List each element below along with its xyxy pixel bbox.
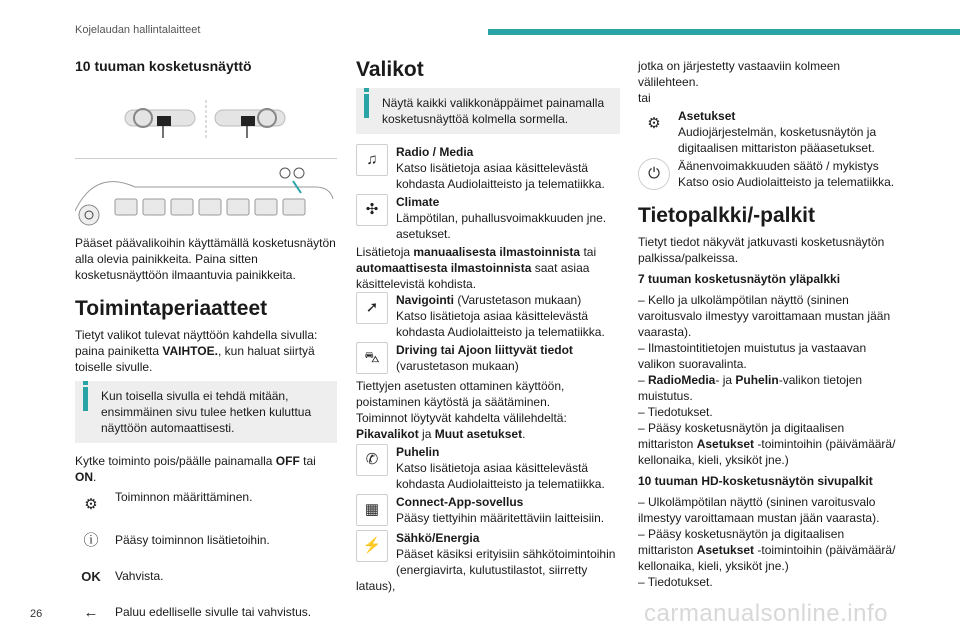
gear-icon: ⚙ — [75, 489, 107, 521]
info-icon — [83, 387, 88, 411]
subheading-7inch: 7 tuuman kosketusnäytön yläpalkki — [638, 272, 841, 286]
car-icon: ⛍ — [356, 342, 388, 374]
principle-text: Tietyt valikot tulevat näyttöön kahdella sivulla: paina painiketta VAIHTOE., kun haluat siirtyä toiselle sivulle. — [75, 328, 318, 374]
touchscreen-title: 10 tuuman kosketusnäyttö — [75, 58, 252, 74]
ok-icon: OK — [75, 561, 107, 593]
energy-continued: jotka on järjestetty vastaaviin kolmeen välilehteen. — [638, 59, 841, 89]
item-back: ← Paluu edelliselle sivulle tai vahvistus. — [75, 597, 337, 631]
info-note-1: Kun toisella sivulla ei tehdä mitään, ensimmäinen sivu tulee hetken kuluttua näyttöön automaattisesti. — [75, 381, 337, 443]
item-configure: ⚙ Toiminnon määrittäminen. — [75, 489, 337, 523]
climate-more: Lisätietoja manuaalisesta ilmastoinnista tai automaattisesta ilmastoinnista saat asiaa käsittelevistä kohdista. — [356, 245, 597, 291]
arrow-left-icon: ← — [75, 597, 107, 629]
info-note-2: Näytä kaikki valikkonäppäimet painamalla kosketusnäyttöä kolmella sormella. — [356, 88, 620, 134]
list7-item-1: – Kello ja ulkolämpötilan näyttö (sininen varoitusvalo ilmestyy varoittamaan mustan jään vaarasta). — [638, 293, 891, 339]
menu-navigation: ➚ Navigointi (Varustetason mukaan) Katso lisätietoja asiaa käsittelevästä kohdasta Audiolaitteisto ja telematiikka. — [356, 292, 620, 340]
music-note-icon: ♫ — [356, 144, 388, 176]
principle-heading: Toimintaperiaatteet — [75, 297, 268, 320]
column-3 — [638, 58, 898, 590]
info-icon — [364, 94, 369, 118]
apps-grid-icon: ▦ — [356, 494, 388, 526]
header-section: Kojelaudan hallintalaitteet — [75, 24, 201, 36]
item-info: ⓘ Pääsy toiminnon lisätietoihin. — [75, 525, 337, 559]
watermark: carmanualsonline.info — [644, 600, 888, 627]
touchscreen-intro: Pääset päävalikoihin käyttämällä kosketusnäytön alla olevia painikkeita. Paina sitten kosketusnäyttöön ilmaantuvia painikkeita. — [75, 236, 336, 282]
gear-icon: ⚙ — [638, 108, 670, 140]
list10-item-2: – Pääsy kosketusnäytön ja digitaalisen mittariston Asetukset -toimintoihin (päivämäärä/ kellonaika, kieli, yksiköt jne.) — [638, 527, 896, 573]
navigation-arrow-icon: ➚ — [356, 292, 388, 324]
menu-settings: ⚙ Asetukset Audiojärjestelmän, kosketusnäytön ja digitaalisen mittariston pääasetukset. — [638, 108, 898, 156]
status-intro: Tietyt tiedot näkyvät jatkuvasti kosketusnäytön palkissa/palkeissa. — [638, 235, 885, 265]
list7-item-5: – Pääsy kosketusnäytön ja digitaalisen mittariston Asetukset -toimintoihin (päivämäärä/ kellonaika, kieli, yksiköt jne.) — [638, 421, 896, 467]
or-text: tai — [638, 91, 651, 105]
list10-item-3: – Tiedotukset. — [638, 575, 713, 589]
menu-climate: ✣ Climate Lämpötilan, puhallusvoimakkuuden jne. asetukset. — [356, 194, 620, 242]
driving-tabs: Toiminnot löytyvät kahdelta välilehdeltä: Pikavalikot ja Muut asetukset. — [356, 411, 567, 441]
status-bar-heading: Tietopalkki/-palkit — [638, 204, 815, 227]
menu-energy: ⚡ Sähkö/Energia Pääset käsiksi erityisiin sähkötoimintoihin (energiavirta, kulutustilastot, siirretty lataus), — [356, 531, 616, 593]
page-number: 26 — [30, 608, 43, 620]
volume-mute: ⏻ Äänenvoimakkuuden säätö / mykistys Katso osio Audiolaitteisto ja telematiikka. — [638, 158, 898, 192]
menus-heading: Valikot — [356, 58, 424, 81]
power-knob-icon: ⏻ — [638, 158, 670, 190]
list7-item-3: – RadioMedia- ja Puhelin-valikon tietojen muistutus. — [638, 373, 863, 403]
list7-item-4: – Tiedotukset. — [638, 405, 713, 419]
info-circle-icon: ⓘ — [75, 525, 107, 557]
fan-icon: ✣ — [356, 194, 388, 226]
phone-icon: ✆ — [356, 444, 388, 476]
list7-item-2: – Ilmastointitietojen muistutus ja vastaavan valikon suoravalinta. — [638, 341, 867, 371]
menu-driving: ⛍ Driving tai Ajoon liittyvät tiedot (varustetason mukaan) — [356, 342, 620, 376]
toggle-text: Kytke toiminto pois/päälle painamalla OFF tai ON. — [75, 454, 316, 484]
item-ok: OK Vahvista. — [75, 561, 337, 595]
menu-radio-media: ♫ Radio / Media Katso lisätietoja asiaa käsittelevästä kohdasta Audiolaitteisto ja telematiikka. — [356, 144, 620, 192]
console-buttons-illustration — [75, 158, 337, 229]
menu-connect-app: ▦ Connect-App-sovellus Pääsy tiettyihin määritettäviin laitteisiin. — [356, 494, 620, 528]
steering-illustration — [75, 80, 337, 150]
list10-item-1: – Ulkolämpötilan näyttö (sininen varoitusvalo ilmestyy varoittamaan mustan jään vaarasta). — [638, 495, 880, 525]
column-2 — [356, 58, 620, 596]
header-accent-bar — [488, 29, 960, 35]
lightning-icon: ⚡ — [356, 530, 388, 562]
column-1 — [75, 58, 337, 633]
subheading-10inch: 10 tuuman HD-kosketusnäytön sivupalkit — [638, 474, 873, 488]
driving-text: Tiettyjen asetusten ottaminen käyttöön, poistaminen käytöstä ja säätäminen. — [356, 379, 565, 409]
menu-phone: ✆ Puhelin Katso lisätietoja asiaa käsittelevästä kohdasta Audiolaitteisto ja telematiikka. — [356, 444, 620, 492]
